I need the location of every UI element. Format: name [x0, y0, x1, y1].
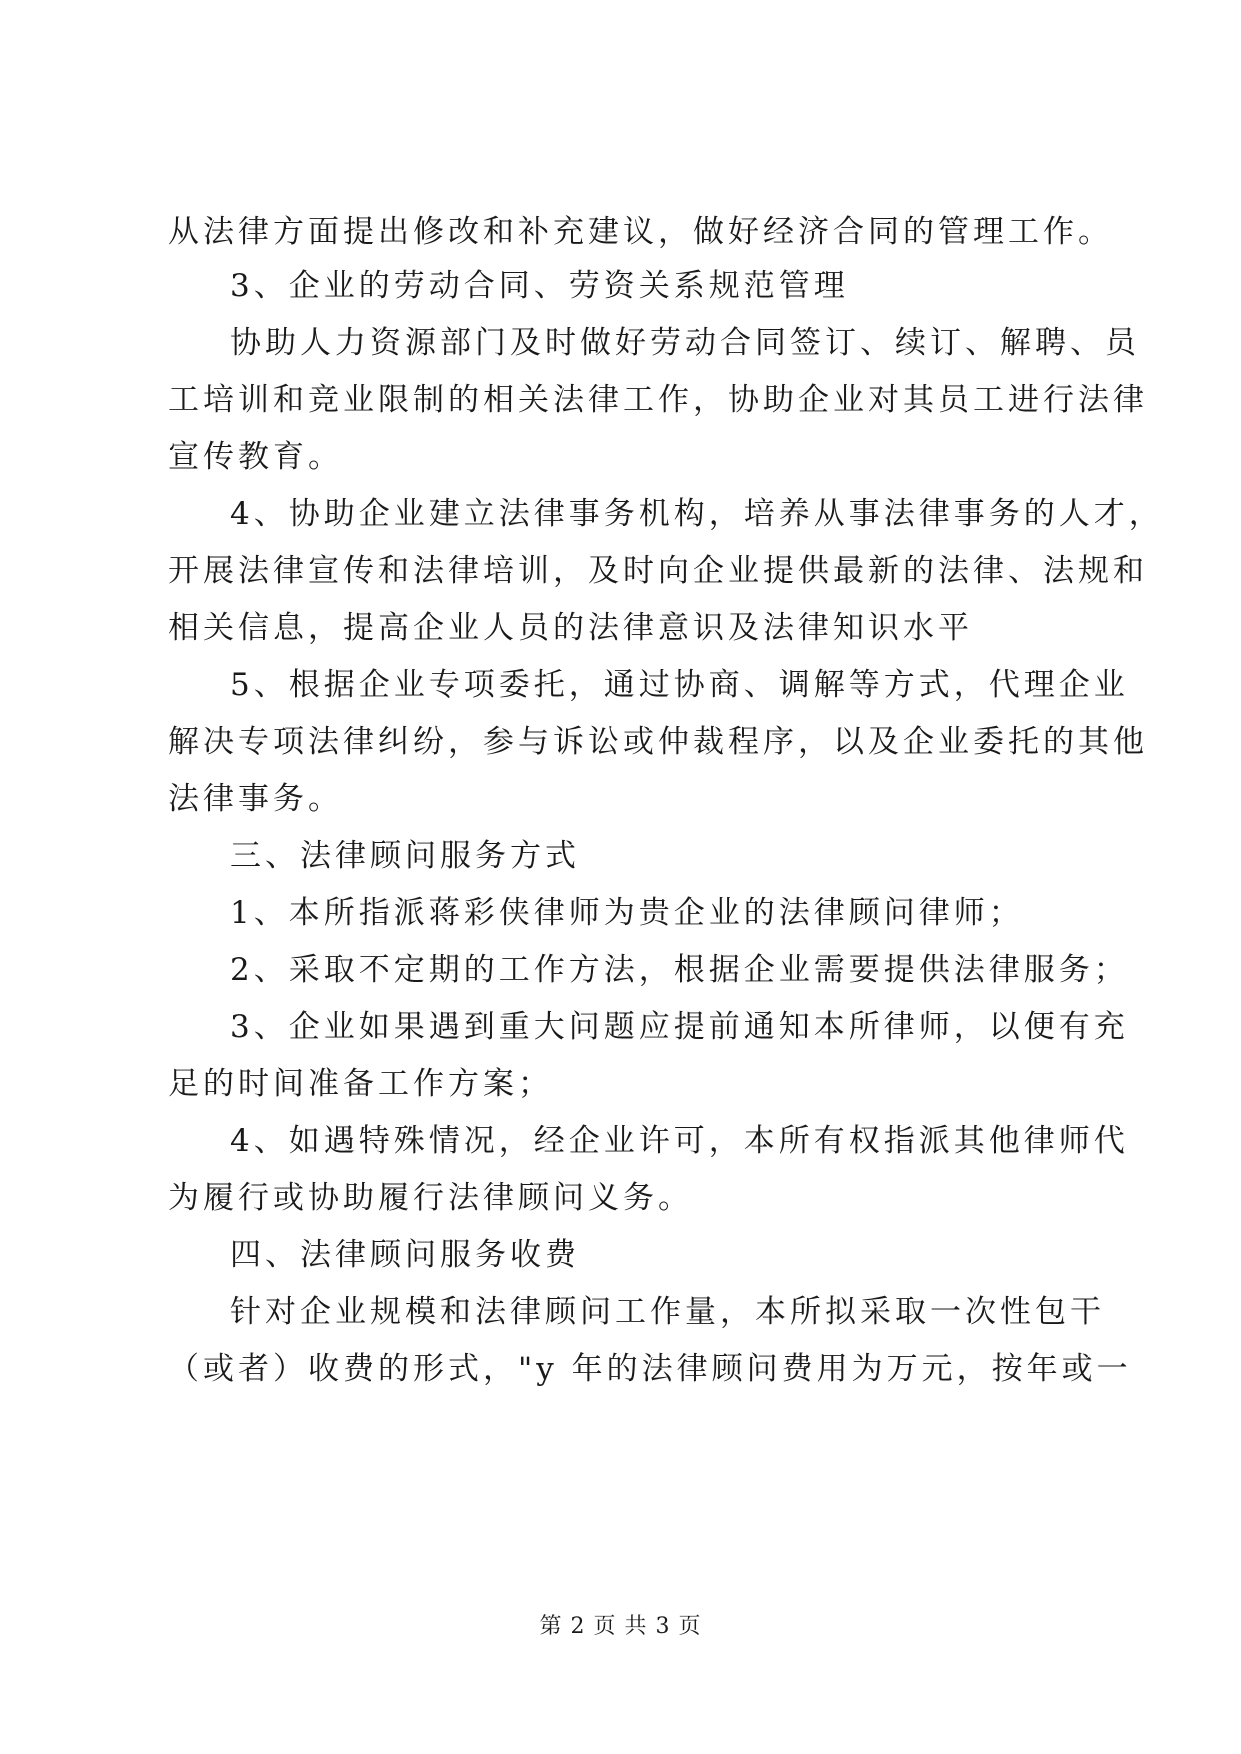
paragraph-line: 针对企业规模和法律顾问工作量，本所拟采取一次性包干	[230, 1294, 1105, 1330]
paragraph-line: 协助人力资源部门及时做好劳动合同签订、续订、解聘、员	[230, 325, 1140, 361]
page-number-footer: 第 2 页 共 3 页	[539, 1614, 702, 1639]
paragraph-line: 相关信息，提高企业人员的法律意识及法律知识水平	[168, 610, 973, 646]
paragraph-line: 从法律方面提出修改和补充建议，做好经济合同的管理工作。	[168, 214, 1113, 250]
paragraph-line: 4、协助企业建立法律事务机构，培养从事法律事务的人才，	[230, 496, 1164, 532]
paragraph-line: 为履行或协助履行法律顾问义务。	[168, 1180, 693, 1216]
paragraph-line: 足的时间准备工作方案；	[168, 1066, 553, 1102]
paragraph-line: 工培训和竞业限制的相关法律工作，协助企业对其员工进行法律	[168, 382, 1148, 418]
paragraph-line: 宣传教育。	[168, 439, 343, 475]
paragraph-line: 2、采取不定期的工作方法，根据企业需要提供法律服务；	[230, 952, 1129, 988]
paragraph-line: 开展法律宣传和法律培训，及时向企业提供最新的法律、法规和	[168, 553, 1148, 589]
section-heading: 四、法律顾问服务收费	[230, 1237, 580, 1273]
paragraph-line: 5、根据企业专项委托，通过协商、调解等方式，代理企业	[230, 667, 1129, 703]
paragraph-line: 1、本所指派蒋彩侠律师为贵企业的法律顾问律师；	[230, 895, 1024, 931]
paragraph-line: 4、如遇特殊情况，经企业许可，本所有权指派其他律师代	[230, 1123, 1129, 1159]
paragraph-line: 3、企业如果遇到重大问题应提前通知本所律师，以便有充	[230, 1009, 1129, 1045]
paragraph-line: （或者）收费的形式，"y 年的法律顾问费用为万元，按年或一	[168, 1351, 1132, 1387]
paragraph-line: 3、企业的劳动合同、劳资关系规范管理	[230, 268, 849, 304]
paragraph-line: 法律事务。	[168, 781, 343, 817]
section-heading: 三、法律顾问服务方式	[230, 838, 580, 874]
paragraph-line: 解决专项法律纠纷，参与诉讼或仲裁程序，以及企业委托的其他	[168, 724, 1148, 760]
